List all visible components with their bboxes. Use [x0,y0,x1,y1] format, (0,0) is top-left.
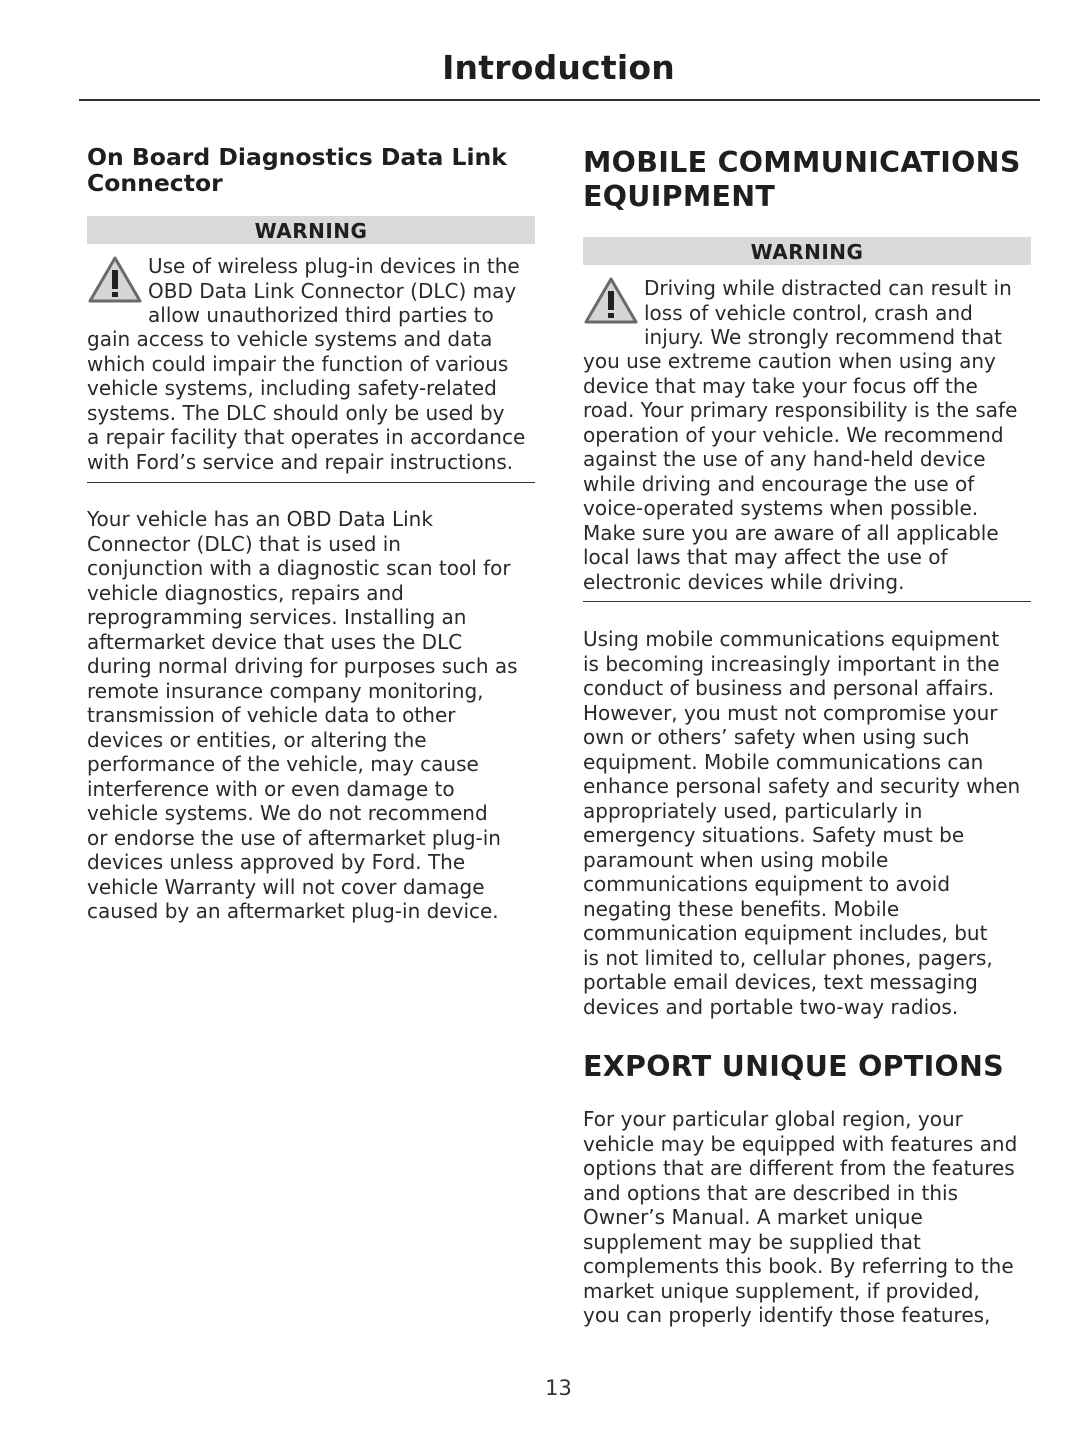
obd-heading: On Board Diagnostics Data Link Connector [87,143,507,197]
export-options-heading: EXPORT UNIQUE OPTIONS [583,1050,1005,1083]
title-divider [79,99,1040,101]
mobile-warning-text: you use extreme caution when using any device that may take your focus off the road. Your primary responsibility is the safe operation of your vehicle. We recommend against the use of any hand-held device while driving and encourage the use of voice-operated systems when possible. Make sure you are aware of all applicable local laws that may affect the use of electronic devices while driving. [583,349,1018,594]
warning-label-bar: WARNING [87,216,535,244]
warning-triangle-icon [583,276,639,326]
warning-triangle-icon [87,255,143,305]
mobile-body-text: Using mobile communications equipment is becoming increasingly important in the conduct of business and personal affairs. However, you must not compromise your own or others’ safety when using such equipment. Mobile communications can enhance personal safety and security when appropriately used, particularly in emergency situations. Safety must be paramount when using mobile communications equipment to avoid negating these benefits. Mobile communication equipment includes, but is not limited to, cellular phones, pagers, portable email devices, text messaging devices and portable two-way radios. [583,627,1021,1019]
warning-label-bar: WARNING [583,237,1031,265]
mobile-communications-heading: MOBILE COMMUNICATIONS EQUIPMENT [583,146,1021,213]
obd-body-text: Your vehicle has an OBD Data Link Connector (DLC) that is used in conjunction with a diagnostic scan tool for vehicle diagnostics, repairs and reprogramming services. Installing an aftermarket device that uses the DLC during normal driving for purposes such as remote insurance company monitoring, transmission of vehicle data to other devices or entities, or altering the performance of the vehicle, may cause interference with or even damage to vehicle systems. We do not recommend or endorse the use of aftermarket plug-in devices unless approved by Ford. The vehicle Warranty will not cover damage caused by an aftermarket plug-in device. [87,507,518,923]
page-number: 13 [545,1376,572,1400]
obd-warning-text-indented: Use of wireless plug-in devices in the OBD Data Link Connector (DLC) may allow unauthorized third parties to [148,254,520,327]
warning-end-divider [87,482,535,483]
obd-warning-text: gain access to vehicle systems and data which could impair the function of various vehicle systems, including safety-related systems. The DLC should only be used by a repair facility that operates in accordance with Ford’s service and repair instructions. [87,327,526,474]
warning-end-divider [583,601,1031,602]
mobile-warning-text-indented: Driving while distracted can result in loss of vehicle control, crash and injury. We strongly recommend that [644,276,1012,349]
export-body-text: For your particular global region, your vehicle may be equipped with features and options that are different from the features and options that are described in this Owner’s Manual. A market unique supplement may be supplied that complements this book. By referring to the market unique supplement, if provided, you can properly identify those features, [583,1107,1018,1327]
page-title: Introduction [442,48,675,87]
